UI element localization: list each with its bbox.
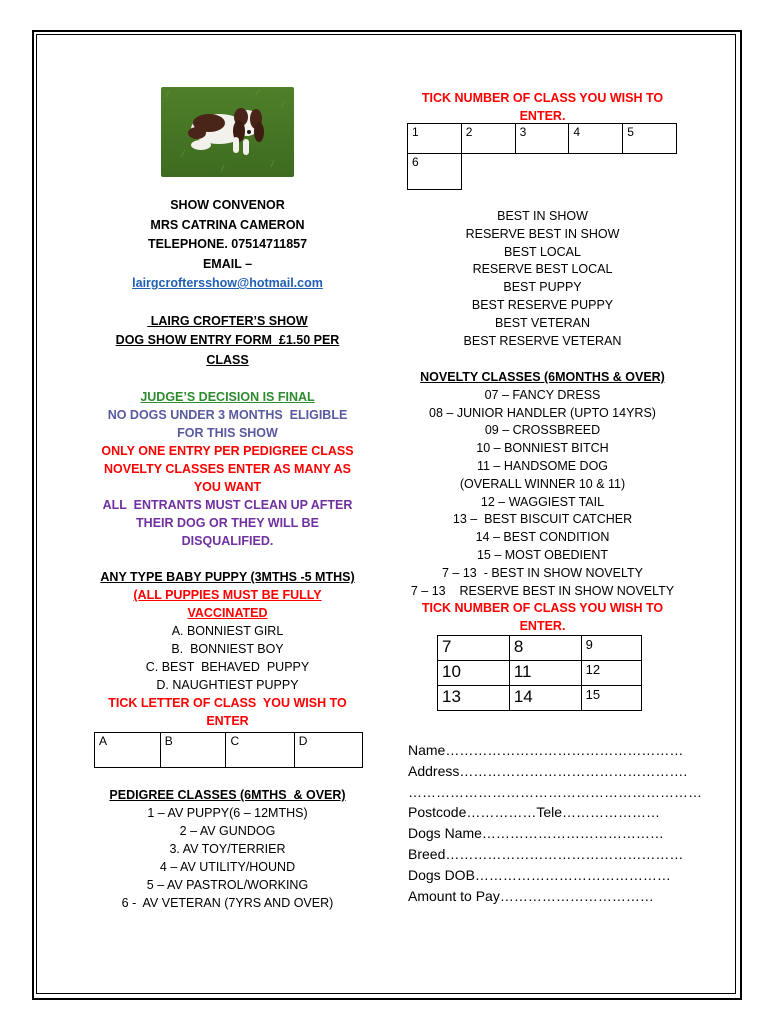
list-item: 09 – CROSSBREED: [484, 423, 601, 438]
tick-letter-line: ENTER: [206, 714, 249, 728]
list-item: B. BONNIEST BOY: [171, 642, 284, 656]
tick-box-4[interactable]: 4: [569, 124, 623, 154]
list-item: 11 – HANDSOME DOG: [476, 458, 609, 473]
show-title-line3: CLASS: [206, 352, 249, 367]
convenor-name: MRS CATRINA CAMERON: [150, 217, 305, 232]
tick-box-c[interactable]: C: [226, 733, 294, 768]
judges-notice: JUDGE’S DECISION IS FINAL: [140, 390, 315, 404]
tick-number-instruction-2: [400, 600, 685, 636]
tick-number-line: ENTER.: [519, 109, 566, 123]
list-item: BEST RESERVE PUPPY: [471, 297, 614, 312]
pedigree-header: PEDIGREE CLASSES (6MTHS & OVER): [109, 788, 346, 802]
list-item: 13 – BEST BISCUIT CATCHER: [452, 512, 633, 527]
tick-box-11[interactable]: 11: [509, 661, 581, 686]
list-item: RESERVE BEST LOCAL: [472, 262, 613, 277]
tick-box-13[interactable]: 13: [438, 686, 510, 711]
tick-box-8[interactable]: 8: [509, 636, 581, 661]
tick-box-2[interactable]: 2: [461, 124, 515, 154]
list-item: 15 – MOST OBEDIENT: [476, 547, 609, 562]
list-item: 7 – 13 - BEST IN SHOW NOVELTY: [442, 565, 643, 580]
baby-puppy-header: ANY TYPE BABY PUPPY (3MTHS -5 MTHS): [100, 570, 355, 584]
letter-tick-boxes: [94, 732, 363, 768]
list-item: A. BONNIEST GIRL: [171, 624, 284, 638]
list-item: 10 – BONNIEST BITCH: [476, 441, 609, 456]
cleanup-line: THEIR DOG OR THEY WILL BE: [136, 516, 319, 530]
pedigree-section: [85, 786, 370, 912]
entry-rule-line: YOU WANT: [193, 480, 262, 494]
tick-box-15[interactable]: 15: [581, 686, 641, 711]
address-field-line2[interactable]: ………………………………………………………: [408, 783, 702, 800]
convenor-email-label: EMAIL –: [202, 256, 253, 271]
tick-letter-instruction: [85, 694, 370, 730]
name-field[interactable]: Name……………………………………………: [408, 742, 684, 758]
tick-box-d[interactable]: D: [294, 733, 362, 768]
list-item: BEST PUPPY: [503, 280, 582, 295]
novelty-section: [400, 369, 685, 636]
list-item: 12 – WAGGIEST TAIL: [480, 494, 605, 509]
list-item: 1 – AV PUPPY(6 – 12MTHS): [147, 806, 308, 820]
vaccination-notice: [85, 586, 370, 622]
tick-box-14[interactable]: 14: [509, 686, 581, 711]
show-title-line1: LAIRG CROFTER’S SHOW: [147, 313, 308, 328]
tick-box-b[interactable]: B: [160, 733, 226, 768]
list-item: C. BEST BEHAVED PUPPY: [145, 660, 310, 674]
for-show-notice: FOR THIS SHOW: [177, 426, 278, 440]
show-title: [85, 312, 370, 371]
list-item: 2 – AV GUNDOG: [179, 824, 276, 838]
address-field[interactable]: Address………………………………………….: [408, 762, 688, 779]
list-item: 5 – AV PASTROL/WORKING: [146, 878, 309, 892]
cleanup-line: ALL ENTRANTS MUST CLEAN UP AFTER: [102, 498, 353, 512]
tick-number-line: TICK NUMBER OF CLASS YOU WISH TO: [421, 91, 664, 105]
dog-photo: [161, 87, 294, 177]
entry-rules: [85, 442, 370, 496]
novelty-class-list: [400, 387, 685, 601]
list-item: 08 – JUNIOR HANDLER (UPTO 14YRS): [429, 405, 656, 420]
list-item: 6 - AV VETERAN (7YRS AND OVER): [121, 896, 334, 910]
tick-number-instruction-1: [400, 89, 685, 125]
entry-rule-line: NOVELTY CLASSES ENTER AS MANY AS: [103, 462, 352, 476]
baby-class-list: [85, 622, 370, 694]
list-item: 7 – 13 RESERVE BEST IN SHOW NOVELTY: [410, 583, 675, 598]
awards-list: [400, 208, 685, 350]
list-item: BEST VETERAN: [495, 315, 590, 330]
list-item: RESERVE BEST IN SHOW: [465, 226, 620, 241]
list-item: BEST RESERVE VETERAN: [463, 333, 622, 348]
vaccination-line: (ALL PUPPIES MUST BE FULLY: [133, 588, 322, 602]
show-title-line2: DOG SHOW ENTRY FORM £1.50 PER: [115, 333, 340, 347]
empty-cell: [623, 154, 677, 190]
list-item: (OVERALL WINNER 10 & 11): [459, 476, 626, 491]
email-link[interactable]: lairgcroftersshow@hotmail.com: [132, 276, 323, 290]
list-item: BEST IN SHOW: [497, 209, 588, 223]
tick-box-3[interactable]: 3: [515, 124, 569, 154]
tick-box-6[interactable]: 6: [408, 154, 462, 190]
empty-cell: [569, 154, 623, 190]
no-dogs-notice: NO DOGS UNDER 3 MONTHS ELIGIBLE: [107, 408, 348, 422]
tick-box-5[interactable]: 5: [623, 124, 677, 154]
tick-box-1[interactable]: 1: [408, 124, 462, 154]
list-item: 4 – AV UTILITY/HOUND: [159, 860, 296, 874]
list-item: 14 – BEST CONDITION: [475, 530, 610, 545]
vaccination-line: VACCINATED: [187, 606, 268, 620]
entry-form-fields: [408, 740, 702, 906]
amount-to-pay-field[interactable]: Amount to Pay……………………………: [408, 887, 654, 904]
tick-box-7[interactable]: 7: [438, 636, 510, 661]
empty-cell: [515, 154, 569, 190]
tick-box-9[interactable]: 9: [581, 636, 641, 661]
dogs-name-field[interactable]: Dogs Name…………………………………: [408, 825, 664, 842]
cleanup-notice: [85, 496, 370, 550]
cleanup-line: DISQUALIFIED.: [181, 534, 274, 548]
tick-box-12[interactable]: 12: [581, 661, 641, 686]
postcode-tele-field[interactable]: Postcode……………Tele…………………: [408, 804, 661, 821]
breed-field[interactable]: Breed……………………………………………: [408, 845, 684, 862]
list-item: 07 – FANCY DRESS: [484, 387, 601, 402]
convenor-heading: SHOW CONVENOR: [170, 198, 285, 212]
number-tick-boxes-1: [407, 123, 677, 190]
entry-rule-line: ONLY ONE ENTRY PER PEDIGREE CLASS: [101, 444, 354, 458]
tick-number-line: ENTER.: [519, 619, 566, 634]
convenor-block: [85, 196, 370, 274]
tick-box-a[interactable]: A: [95, 733, 161, 768]
list-item: 3. AV TOY/TERRIER: [169, 842, 286, 856]
tick-letter-line: TICK LETTER OF CLASS YOU WISH TO: [108, 696, 347, 710]
number-tick-boxes-2: [437, 635, 642, 711]
pedigree-class-list: [85, 804, 370, 912]
empty-cell: [461, 154, 515, 190]
list-item: BEST LOCAL: [504, 244, 581, 259]
left-column: [85, 196, 370, 730]
list-item: D. NAUGHTIEST PUPPY: [156, 678, 299, 692]
dogs-dob-field[interactable]: Dogs DOB……………………………………: [408, 866, 671, 883]
novelty-header: NOVELTY CLASSES (6MONTHS & OVER): [420, 370, 665, 384]
convenor-telephone: TELEPHONE. 07514711857: [147, 237, 308, 251]
tick-box-10[interactable]: 10: [438, 661, 510, 686]
tick-number-line: TICK NUMBER OF CLASS YOU WISH TO: [421, 601, 664, 616]
